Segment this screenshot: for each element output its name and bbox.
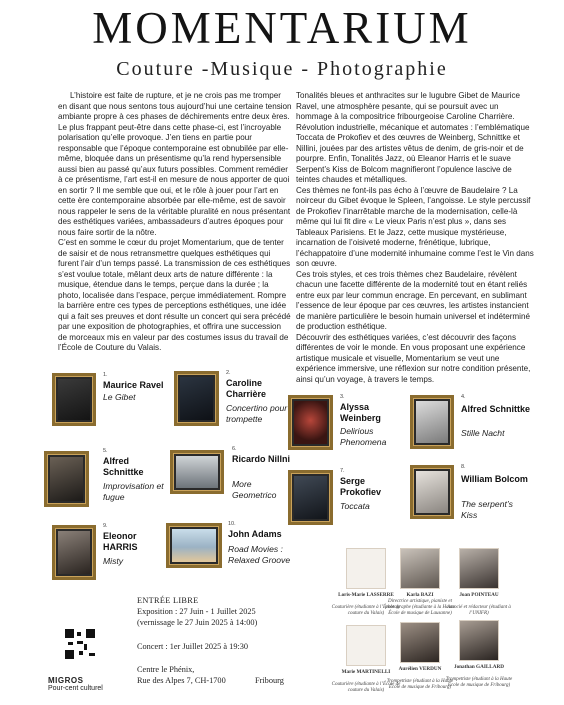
program-number: 8.	[461, 464, 466, 470]
program-number: 2.	[226, 370, 231, 376]
member-name: Joan POINTEAU	[459, 592, 499, 598]
exhibition-dates: Exposition : 27 Juin - 1 Juillet 2025	[137, 607, 256, 616]
member-photo	[459, 620, 499, 661]
member-role: Directrice artistique, pianiste et photographe (étudiante à la Haute École de musique de Lausanne)	[385, 599, 455, 616]
member-role: Couturière (étudiante à l’École de couture du Valais)	[331, 605, 401, 616]
vernissage-date: (vernissage le 27 Juin 2025 à 14:00)	[137, 618, 258, 627]
member-photo	[400, 548, 440, 589]
concert-info: Concert : 1er Juillet 2025 à 19:30	[137, 642, 249, 651]
artwork-frame-8	[410, 465, 454, 519]
artwork-frame-6	[170, 450, 224, 494]
free-entry-label: ENTRÉE LIBRE	[137, 596, 199, 605]
composer-name: Alfred Schnittke	[103, 456, 144, 477]
artwork-frame-4	[410, 395, 454, 449]
qr-code-icon[interactable]	[65, 629, 95, 659]
composer-name: Caroline Charrière	[226, 378, 267, 399]
composer-name: Alfred Schnittke	[461, 404, 531, 414]
program-number: 7.	[340, 468, 345, 474]
member-role: Trompettiste (étudiant à la Haute École de musique de Fribourg)	[445, 677, 513, 688]
member-photo	[400, 622, 440, 663]
intro-column-left	[58, 91, 292, 354]
composer-name: William Bolcom	[461, 474, 528, 484]
work-title: Stille Nacht	[461, 428, 505, 438]
event-info	[137, 595, 297, 628]
intro-column-right	[296, 91, 534, 385]
work-title: More Geometrico	[232, 479, 277, 500]
venue-city: Fribourg	[255, 676, 284, 685]
sponsor-line: Pour-cent culturel	[48, 685, 103, 692]
artwork-frame-1	[52, 373, 96, 426]
venue-name: Centre le Phénix,	[137, 665, 195, 674]
intro-paragraph: Ces trois styles, et ces trois thèmes chez Baudelaire, révèlent chacun une facette différente de la modernité tout en étant reliés entre eux par leur commun encrage. En percevant, en sublimant l’essence de leur époque par ces œuvres, les artistes instancient de manière particulière le besoin humain universel et indéterminé de production esthétique.	[296, 269, 530, 331]
program-number: 5.	[103, 448, 108, 454]
intro-paragraph: C’est en somme le cœur du projet Momentarium, que de tenter de saisir et de nous retransmettre quelques esthétiques qui furent l’air d’un temps passé. La transmission de ces esthétiques s’est voulue totale, mêlant deux arts de nature différente : la musique, étendue dans le temps, perçue dans la durée ; la photo, localisée dans l’espace, perçue immédiatement. Rompre la barrière entre ces types de perceptions esthétiques, une idée qui a fait ses preuves et dont résulte un concert qui sera précédé par une exposition de photographies, et offrira une succession de morceaux mis en valeur par des costumes issus du travail de l’École de Couture du Valais.	[58, 238, 291, 352]
member-name: Karla BAZI	[406, 592, 434, 598]
member-sketch-icon	[346, 548, 386, 589]
program-number: 6.	[232, 446, 237, 452]
member-sketch-icon	[346, 625, 386, 666]
member-name: Loris-Marie LASSERRE	[338, 592, 394, 598]
member-photo	[459, 548, 499, 589]
work-title: Le Gibet	[103, 392, 136, 402]
work-title: Toccata	[340, 501, 370, 511]
work-title: Misty	[103, 556, 124, 566]
intro-paragraph: Ces thèmes ne font-ils pas écho à l’œuvre de Baudelaire ? La noirceur du Gibet évoque le Spleen, l’angoisse. Le style percussif de Prokofiev l’inarrêtable marche de la modernisation, celle-là même qui lui fit dire « Le vieux Paris n’est plus », dans ses Tableaux Parisiens. Et le Jazz, cette musique mystérieuse, incarnation de l’oisiveté moderne, frénétique, lubrique, l’échappatoire d’une modernité inhumaine comme l’est le Vin dans son œuvre.	[296, 185, 534, 268]
poster-title: MOMENTARIUM	[92, 3, 472, 53]
artwork-frame-10	[166, 523, 222, 568]
member-name: Aurélien VERDUN	[398, 666, 442, 672]
work-title: The serpent’s Kiss	[461, 499, 513, 520]
program-number: 10.	[228, 521, 236, 527]
artwork-frame-7	[288, 470, 333, 525]
work-title: Improvisation et fugue	[103, 481, 164, 502]
composer-name: Serge Prokofiev	[340, 476, 382, 497]
work-title: Road Movies : Relaxed Groove	[228, 544, 291, 565]
composer-name: Ricardo Nillni	[232, 454, 291, 464]
poster-subtitle: Couture -Musique - Photographie	[116, 58, 448, 80]
sponsor-logo	[48, 676, 103, 692]
venue-address: Rue des Alpes 7, CH-1700	[137, 676, 226, 685]
member-role: Couturière (étudiante à l’École de couture du Valais)	[331, 682, 401, 693]
program-number: 9.	[103, 523, 108, 529]
member-name: Marie MARTINELLI	[341, 669, 391, 675]
artwork-frame-5	[44, 451, 89, 507]
artwork-frame-2	[174, 371, 219, 426]
artwork-frame-3	[288, 395, 333, 450]
composer-name: Maurice Ravel	[103, 380, 164, 390]
composer-name: Alyssa Weinberg	[340, 402, 381, 423]
member-name: Jonathan GAILLARD	[453, 664, 504, 670]
program-number: 1.	[103, 372, 108, 378]
program-number: 4.	[461, 394, 466, 400]
sponsor-brand: MIGROS	[48, 676, 84, 685]
member-role: Trompettiste (étudiant à la Haute École de musique de Fribourg)	[386, 679, 454, 690]
program-number: 3.	[340, 394, 345, 400]
composer-name: John Adams	[228, 529, 282, 539]
member-role: Associé et rédacteur (étudiant à l’UNIFR)	[447, 605, 511, 616]
intro-paragraph: Tonalités bleues et anthracites sur le lugubre Gibet de Maurice Ravel, une atmosphère pesante, qui se poursuit avec un hommage à la compositrice fribourgeoise Caroline Charrière. Révolution industrielle, mécanique et automates : l’emblématique Toccata de Prokofiev et des œuvres de Weinberg, Schnittke et Nillini, jouées par des artistes vêtus de denim, de gris-noir et de pourpre. Enfin, Tonalités Jazz, où Eleanor Harris et le suave Serpent’s Kiss de Bolcom magnifieront l’opulence lascive de teintes chaudes et métalliques.	[296, 91, 530, 184]
work-title: Delirious Phenomena	[340, 426, 387, 447]
work-title: Concertino pour trompette	[226, 403, 288, 424]
intro-paragraph: Découvrir des esthétiques variées, c’est découvrir des façons différentes de voir le monde. En vous proposant une expérience artistique musicale et visuelle, Momentarium se veut une expérience immersive, une réflexion sur notre condition présente, ainsi qu’un voyage, à travers le temps.	[296, 332, 531, 384]
composer-name: Eleonor HARRIS	[103, 531, 138, 552]
artwork-frame-9	[52, 525, 96, 580]
intro-paragraph: L’histoire est faite de rupture, et je ne crois pas me tromper en disant que nous sentons tous aujourd’hui une certaine tension ambiante propre à ces phases de déchirements entre deux ères. Le plus frappant peut-être dans cette phase-ci, est l’incroyable polarisation qu’elle provoque. J’en tiens en partie pour responsable que l’époque contemporaine est obnubilée par elle-même, bloquée dans un présentisme qu’la rend hypersensible aussi bien au passé qu’aux futurs possibles. Comment remédier à ce présentisme, l’art est-il en mesure de nous apporter de quoi en sortir ? Il me semble que oui, et le rôle à jouer pour l’art en cette ère contemporaine absorbée par elle-même, est de savoir nous rappeler le sens de la véritable pluralité en nous présentant des esthétiques variées, ambassadeurs d’autres époques pour nous faire sortir de la nôtre.	[58, 91, 292, 237]
